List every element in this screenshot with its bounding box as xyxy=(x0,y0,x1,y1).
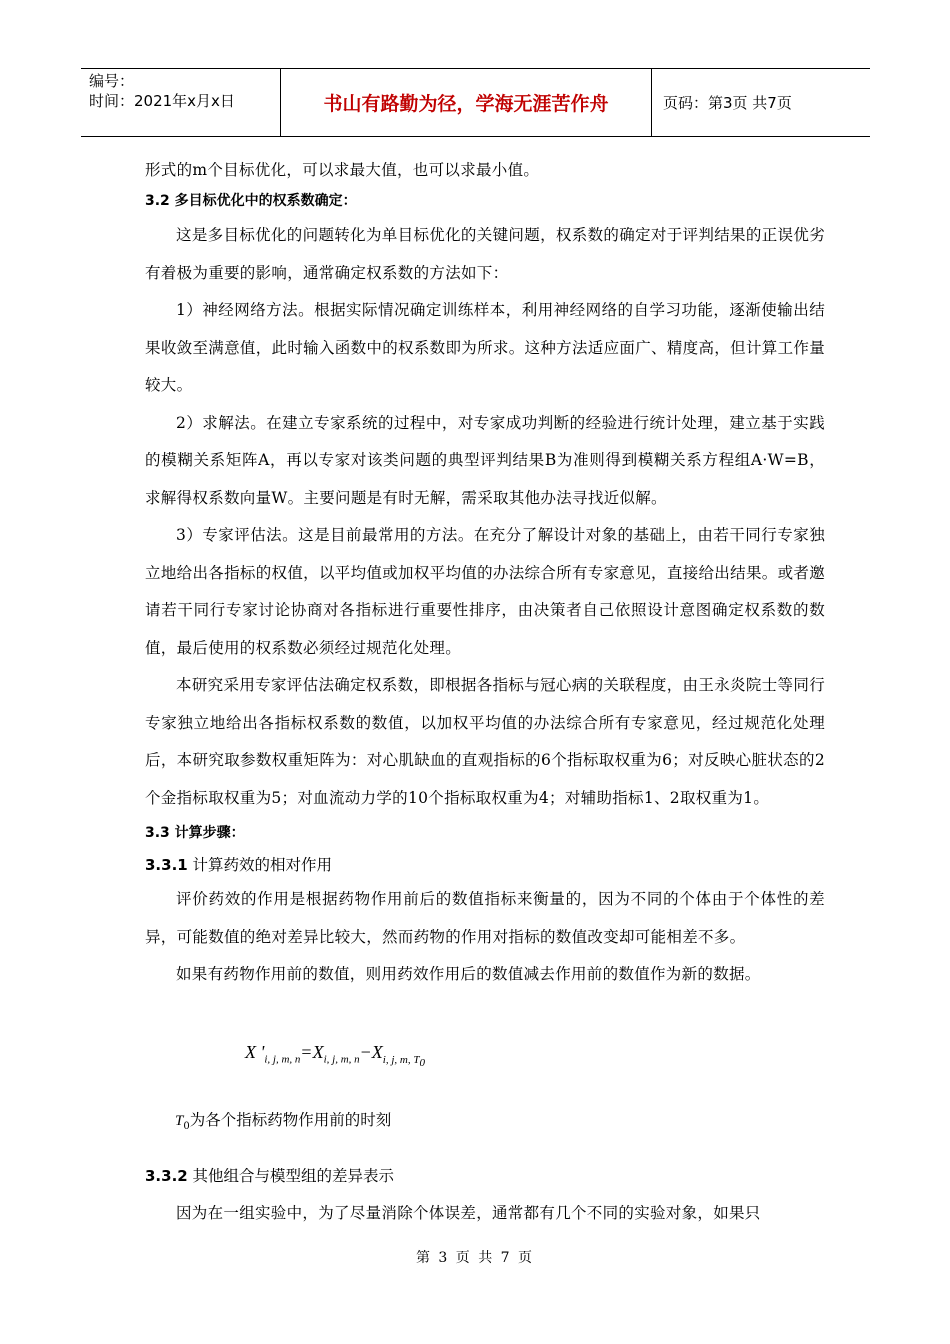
paragraph-continuation: 形式的m个目标优化，可以求最大值，也可以求最小值。 xyxy=(145,161,540,179)
paragraph-3-3-2: 因为在一组实验中，为了尽量消除个体误差，通常都有几个不同的实验对象，如果只 xyxy=(176,1204,761,1222)
page-body xyxy=(145,155,825,994)
header-meta xyxy=(89,71,279,111)
section-heading-3-3-1: 3.3.1 计算药效的相对作用 xyxy=(145,856,333,874)
section-heading-3-3: 3.3 计算步骤： xyxy=(145,825,245,841)
paragraph-3-3-1-b: 如果有药物作用前的数值，则用药效作用后的数值减去作用前的数值作为新的数据。 xyxy=(176,965,761,983)
doc-number-label: 编号： xyxy=(89,72,135,90)
paragraph-3-3-1-a: 评价药效的作用是根据药物作用前后的数值指标来衡量的，因为不同的个体由于个体性的差异，可能数值的绝对差异比较大，然而药物的作用对指标的数值改变却可能相差不多。 xyxy=(145,890,825,946)
paragraph-intro: 这是多目标优化的问题转化为单目标优化的关键问题，权系数的确定对于评判结果的正误优劣有着极为重要的影响，通常确定权系数的方法如下： xyxy=(145,226,825,282)
t0-definition: $T_0$为各个指标药物作用前的时刻 xyxy=(175,1111,392,1133)
page-header xyxy=(81,68,870,137)
header-divider xyxy=(651,69,652,136)
header-motto: 书山有路勤为径，学海无涯苦作舟 xyxy=(323,93,609,115)
date-line: 时间：2021年x月x日 xyxy=(89,92,235,110)
header-page-info: 页码：第3页 共7页 xyxy=(663,94,792,112)
formula-relative-effect: X '$_{i, j, m, n}=X_{i, j, m, n}-X_{i, j, m, T_0}$ xyxy=(245,1042,425,1069)
paragraph-study: 本研究采用专家评估法确定权系数，即根据各指标与冠心病的关联程度，由王永炎院士等同行专家独立地给出各指标权系数的数值，以加权平均值的办法综合所有专家意见，经过规范化处理后，本研究取参数权重矩阵为：对心肌缺血的直观指标的6个指标取权重为6；对反映心脏状态的2个金指标取权重为5；对血流动力学的10个指标取权重为4；对辅助指标1、2取权重为1。 xyxy=(145,676,825,807)
section-heading-3-3-2: 3.3.2 其他组合与模型组的差异表示 xyxy=(145,1167,395,1185)
paragraph-method-1: 1）神经网络方法。根据实际情况确定训练样本，利用神经网络的自学习功能，逐渐使输出结果收敛至满意值，此时输入函数中的权系数即为所求。这种方法适应面广、精度高，但计算工作量较大。 xyxy=(145,301,825,394)
paragraph-method-3: 3）专家评估法。这是目前最常用的方法。在充分了解设计对象的基础上，由若干同行专家独立地给出各指标的权值，以平均值或加权平均值的办法综合所有专家意见，直接给出结果。或者邀请若干同行专家讨论协商对各指标进行重要性排序，由决策者自己依照设计意图确定权系数的数值，最后使用的权系数必须经过规范化处理。 xyxy=(145,526,825,657)
section-heading-3-2: 3.2 多目标优化中的权系数确定： xyxy=(145,193,357,209)
paragraph-method-2: 2）求解法。在建立专家系统的过程中，对专家成功判断的经验进行统计处理，建立基于实践的模糊关系矩阵A，再以专家对该类问题的典型评判结果B为准则得到模糊关系方程组A·W=B，求解得权系数向量W。主要问题是有时无解，需采取其他办法寻找近似解。 xyxy=(145,413,825,507)
page-footer: 第 3 页 共 7 页 xyxy=(415,1250,535,1266)
